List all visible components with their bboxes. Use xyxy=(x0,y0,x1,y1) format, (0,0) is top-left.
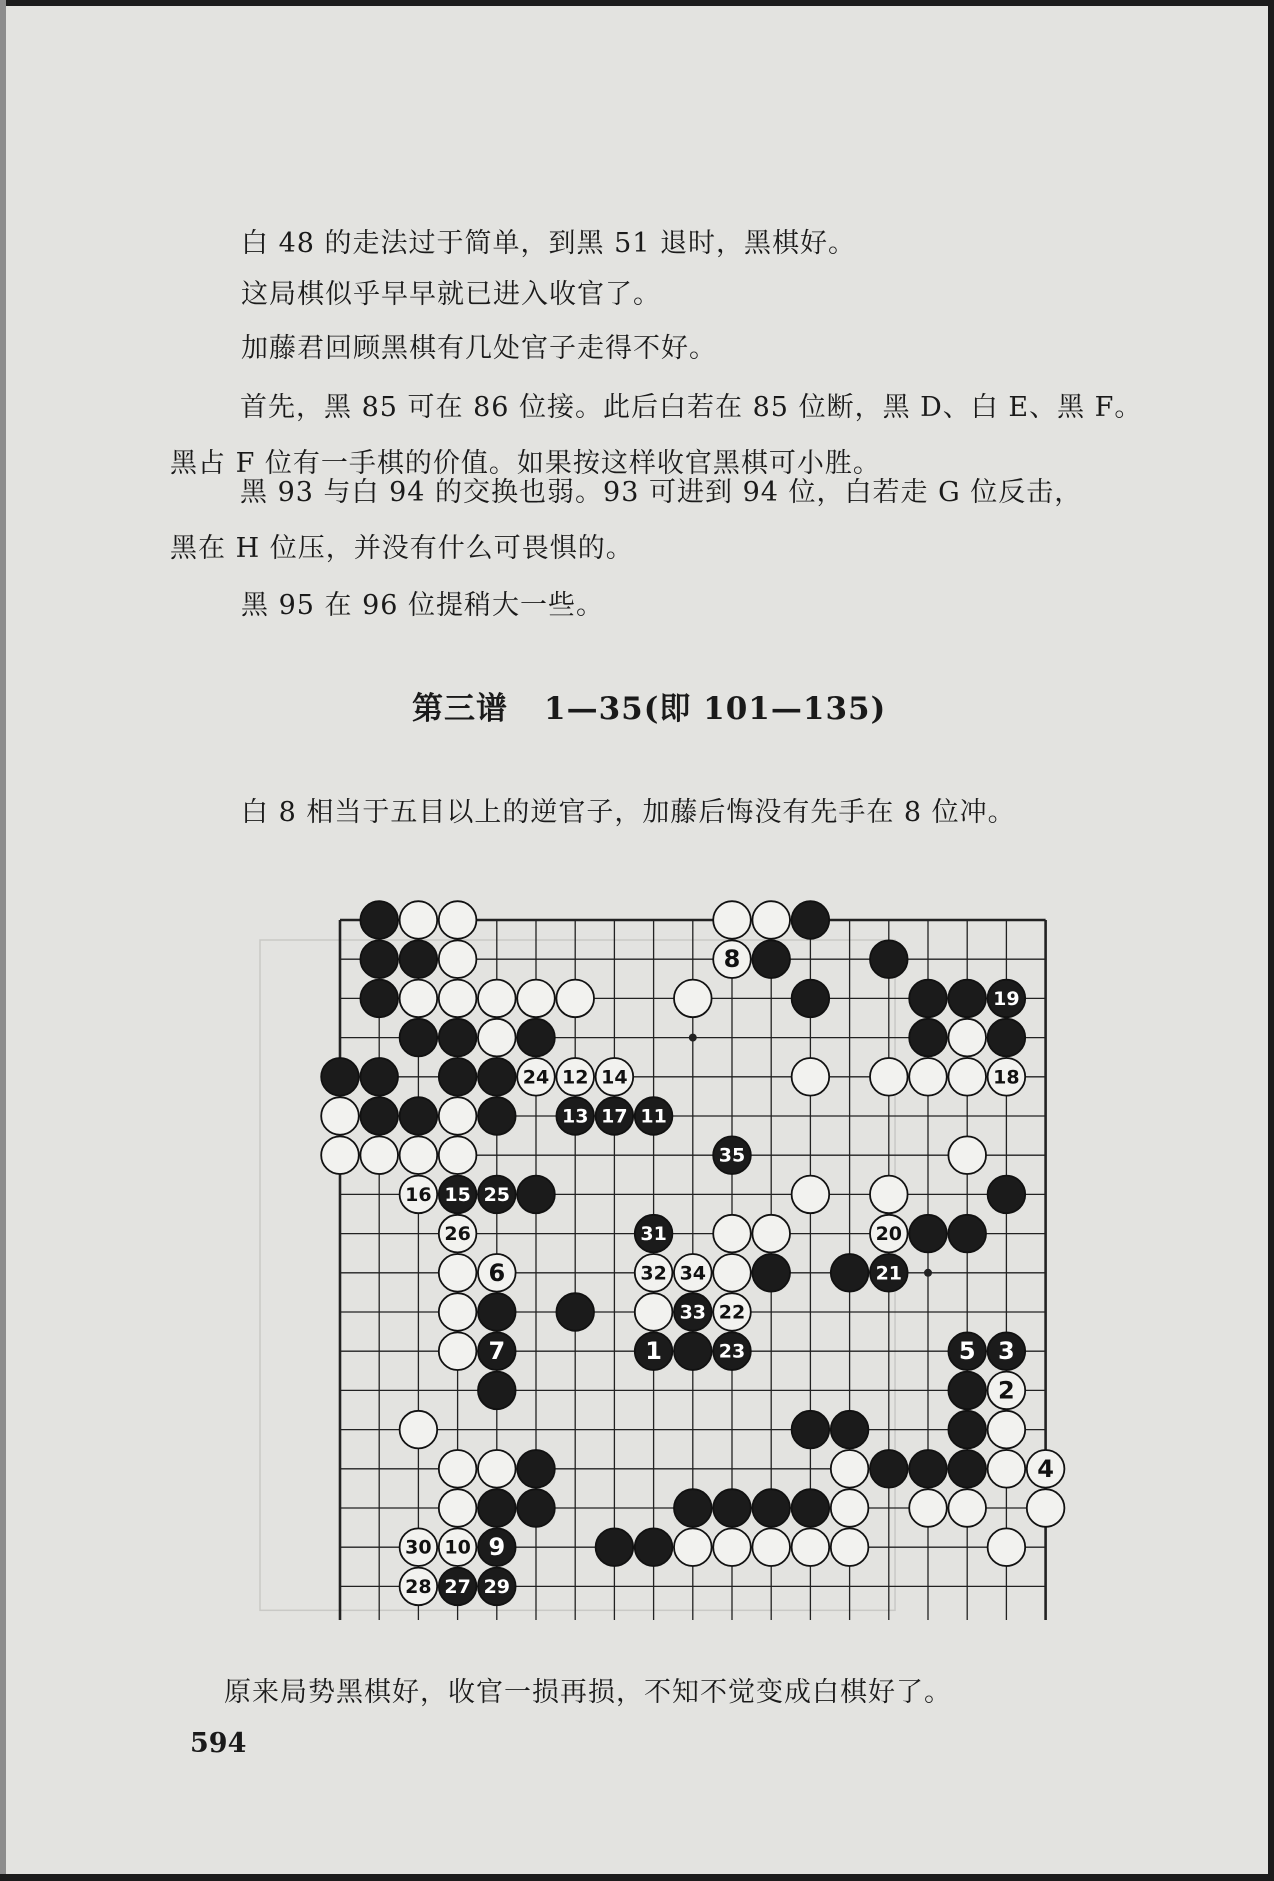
page-border-left xyxy=(0,0,6,1881)
star-point xyxy=(689,1034,697,1042)
move-number-label: 15 xyxy=(444,1183,471,1206)
white-stone xyxy=(792,1176,830,1214)
white-stone xyxy=(321,1097,359,1135)
white-stone xyxy=(988,1528,1026,1566)
white-stone xyxy=(517,980,555,1018)
move-number-label: 2 xyxy=(998,1376,1015,1405)
white-stone xyxy=(674,1528,712,1566)
black-stone xyxy=(635,1528,673,1566)
black-stone xyxy=(635,1215,673,1253)
paragraph-2: 这局棋似乎早早就已进入收官了。 xyxy=(241,279,661,310)
black-stone xyxy=(478,1176,516,1214)
black-stone xyxy=(674,1332,712,1370)
black-stone xyxy=(439,1019,477,1057)
black-stone xyxy=(439,1176,477,1214)
black-stone xyxy=(831,1254,869,1292)
white-stone xyxy=(948,1019,986,1057)
black-stone xyxy=(870,1254,908,1292)
black-stone xyxy=(909,980,947,1018)
move-number-label: 9 xyxy=(488,1533,506,1562)
move-number-label: 26 xyxy=(444,1223,471,1246)
black-stone xyxy=(674,1489,712,1527)
black-stone xyxy=(870,940,908,978)
black-stone xyxy=(478,1058,516,1096)
white-stone xyxy=(948,1489,986,1527)
white-stone xyxy=(909,1489,947,1527)
move-number-label: 12 xyxy=(561,1066,589,1089)
move-number-label: 19 xyxy=(993,987,1020,1010)
black-stone xyxy=(988,1332,1026,1370)
move-number-label: 16 xyxy=(405,1183,432,1206)
white-stone xyxy=(478,1019,516,1057)
black-stone xyxy=(792,1411,830,1449)
paragraph-5-line-1: 黑 93 与白 94 的交换也弱。93 可进到 94 位，白若走 G 位反击， xyxy=(240,477,1083,508)
black-stone xyxy=(360,940,398,978)
white-stone xyxy=(400,1568,438,1606)
white-stone xyxy=(321,1136,359,1174)
white-stone xyxy=(948,1058,986,1096)
move-number-label: 6 xyxy=(488,1258,506,1287)
white-stone xyxy=(831,1528,869,1566)
white-stone xyxy=(439,940,477,978)
paragraph-4-line-2: 黑占 F 位有一手棋的价值。如果按这样收官黑棋可小胜。 xyxy=(170,448,881,479)
move-number-label: 22 xyxy=(718,1301,746,1324)
move-number-label: 11 xyxy=(640,1105,667,1128)
star-point xyxy=(924,1269,932,1277)
white-stone xyxy=(831,1489,869,1527)
black-stone xyxy=(948,980,986,1018)
black-stone xyxy=(948,1372,986,1410)
paragraph-5-line-2: 黑在 H 位压，并没有什么可畏惧的。 xyxy=(170,533,634,564)
paragraph-4-line-1: 首先，黑 85 可在 86 位接。此后白若在 85 位断，黑 D、白 E、黑 F。 xyxy=(240,392,1143,423)
white-stone xyxy=(400,901,438,939)
move-number-label: 5 xyxy=(958,1337,976,1366)
heading-range: 1—35(即 101—135) xyxy=(544,691,887,727)
white-stone xyxy=(713,1293,751,1331)
paragraph-6: 黑 95 在 96 位提稍大一些。 xyxy=(241,590,605,621)
white-stone xyxy=(713,901,751,939)
white-stone xyxy=(400,1136,438,1174)
white-stone xyxy=(831,1450,869,1488)
white-stone xyxy=(439,980,477,1018)
white-stone xyxy=(870,1215,908,1253)
black-stone xyxy=(713,1136,751,1174)
move-number-label: 31 xyxy=(640,1223,667,1246)
white-stone xyxy=(948,1136,986,1174)
black-stone xyxy=(478,1097,516,1135)
white-stone xyxy=(478,1450,516,1488)
black-stone xyxy=(713,1489,751,1527)
move-number-label: 18 xyxy=(993,1066,1020,1089)
white-stone xyxy=(439,1489,477,1527)
black-stone xyxy=(360,1058,398,1096)
white-stone xyxy=(439,901,477,939)
black-stone xyxy=(752,940,790,978)
move-number-label: 24 xyxy=(522,1066,550,1089)
page-border-right xyxy=(1268,0,1274,1881)
paragraph-5 xyxy=(172,465,1182,577)
white-stone xyxy=(439,1136,477,1174)
black-stone xyxy=(870,1450,908,1488)
page-border-top xyxy=(0,0,1274,6)
white-stone xyxy=(635,1254,673,1292)
black-stone xyxy=(674,1293,712,1331)
white-stone xyxy=(556,1058,594,1096)
go-board-diagram xyxy=(250,880,1070,1620)
white-stone xyxy=(478,980,516,1018)
black-stone xyxy=(831,1411,869,1449)
white-stone xyxy=(988,1450,1026,1488)
white-stone xyxy=(870,1176,908,1214)
move-number-label: 7 xyxy=(488,1337,506,1366)
page-border-bottom xyxy=(0,1874,1274,1881)
white-stone xyxy=(752,1215,790,1253)
white-stone xyxy=(752,901,790,939)
move-number-label: 25 xyxy=(483,1183,511,1206)
white-stone xyxy=(360,1136,398,1174)
move-number-label: 17 xyxy=(601,1105,628,1128)
paragraph-3: 加藤君回顾黑棋有几处官子走得不好。 xyxy=(241,333,717,364)
white-stone xyxy=(439,1254,477,1292)
white-stone xyxy=(713,1254,751,1292)
black-stone xyxy=(556,1293,594,1331)
go-board-svg xyxy=(250,880,1070,1620)
paragraph-1: 白 48 的走法过于简单，到黑 51 退时，黑棋好。 xyxy=(241,228,857,259)
white-stone xyxy=(713,940,751,978)
move-number-label: 28 xyxy=(405,1575,432,1598)
white-stone xyxy=(478,1254,516,1292)
move-number-label: 3 xyxy=(998,1337,1015,1366)
white-stone xyxy=(400,980,438,1018)
move-number-label: 8 xyxy=(723,945,741,974)
black-stone xyxy=(635,1332,673,1370)
move-number-label: 21 xyxy=(875,1262,903,1285)
white-stone xyxy=(988,1372,1026,1410)
heading-title: 第三谱 xyxy=(412,691,508,727)
black-stone xyxy=(752,1489,790,1527)
black-stone xyxy=(948,1332,986,1370)
black-stone xyxy=(948,1215,986,1253)
white-stone xyxy=(400,1411,438,1449)
white-stone xyxy=(439,1332,477,1370)
black-stone xyxy=(517,1019,555,1057)
black-stone xyxy=(556,1097,594,1135)
move-number-label: 27 xyxy=(444,1575,471,1598)
white-stone xyxy=(792,1528,830,1566)
move-number-label: 4 xyxy=(1037,1454,1054,1483)
section-heading xyxy=(412,683,886,728)
move-number-label: 34 xyxy=(679,1262,707,1285)
black-stone xyxy=(596,1528,634,1566)
white-stone xyxy=(1027,1489,1065,1527)
white-stone xyxy=(674,980,712,1018)
page-number: 594 xyxy=(190,1728,247,1759)
black-stone xyxy=(439,1568,477,1606)
move-number-label: 10 xyxy=(444,1536,471,1559)
black-stone xyxy=(988,1019,1026,1057)
black-stone xyxy=(400,1097,438,1135)
white-stone xyxy=(988,1058,1026,1096)
black-stone xyxy=(909,1450,947,1488)
white-stone xyxy=(439,1528,477,1566)
white-stone xyxy=(674,1254,712,1292)
black-stone xyxy=(360,1097,398,1135)
black-stone xyxy=(517,1450,555,1488)
move-number-label: 1 xyxy=(645,1337,662,1366)
move-number-label: 32 xyxy=(640,1262,667,1285)
black-stone xyxy=(792,980,830,1018)
black-stone xyxy=(948,1411,986,1449)
black-stone xyxy=(909,1019,947,1057)
paragraph-7: 白 8 相当于五目以上的逆官子，加藤后悔没有先手在 8 位冲。 xyxy=(241,797,1016,828)
black-stone xyxy=(792,1489,830,1527)
black-stone xyxy=(478,1372,516,1410)
white-stone xyxy=(400,1176,438,1214)
move-number-label: 29 xyxy=(483,1575,511,1598)
black-stone xyxy=(360,980,398,1018)
white-stone xyxy=(713,1528,751,1566)
white-stone xyxy=(1027,1450,1065,1488)
move-number-label: 20 xyxy=(875,1223,903,1246)
black-stone xyxy=(988,1176,1026,1214)
black-stone xyxy=(478,1332,516,1370)
move-number-label: 35 xyxy=(718,1144,746,1167)
black-stone xyxy=(752,1254,790,1292)
black-stone xyxy=(439,1058,477,1096)
white-stone xyxy=(713,1215,751,1253)
black-stone xyxy=(713,1332,751,1370)
white-stone xyxy=(439,1097,477,1135)
black-stone xyxy=(478,1489,516,1527)
white-stone xyxy=(439,1215,477,1253)
black-stone xyxy=(596,1097,634,1135)
move-number-label: 33 xyxy=(679,1301,707,1324)
white-stone xyxy=(439,1293,477,1331)
white-stone xyxy=(517,1058,555,1096)
black-stone xyxy=(792,901,830,939)
black-stone xyxy=(321,1058,359,1096)
white-stone xyxy=(439,1450,477,1488)
white-stone xyxy=(596,1058,634,1096)
white-stone xyxy=(792,1058,830,1096)
black-stone xyxy=(909,1215,947,1253)
black-stone xyxy=(400,1019,438,1057)
white-stone xyxy=(556,980,594,1018)
black-stone xyxy=(478,1568,516,1606)
black-stone xyxy=(517,1489,555,1527)
black-stone xyxy=(400,940,438,978)
black-stone xyxy=(635,1097,673,1135)
black-stone xyxy=(988,980,1026,1018)
white-stone xyxy=(752,1528,790,1566)
white-stone xyxy=(909,1058,947,1096)
black-stone xyxy=(360,901,398,939)
black-stone xyxy=(478,1293,516,1331)
paragraph-8: 原来局势黑棋好，收官一损再损，不知不觉变成白棋好了。 xyxy=(224,1677,952,1708)
move-number-label: 23 xyxy=(718,1340,746,1363)
move-number-label: 30 xyxy=(405,1536,432,1559)
white-stone xyxy=(400,1528,438,1566)
move-number-label: 13 xyxy=(561,1105,589,1128)
black-stone xyxy=(478,1528,516,1566)
black-stone xyxy=(948,1450,986,1488)
white-stone xyxy=(988,1411,1026,1449)
move-number-label: 14 xyxy=(601,1066,628,1089)
white-stone xyxy=(870,1058,908,1096)
white-stone xyxy=(635,1293,673,1331)
black-stone xyxy=(517,1176,555,1214)
